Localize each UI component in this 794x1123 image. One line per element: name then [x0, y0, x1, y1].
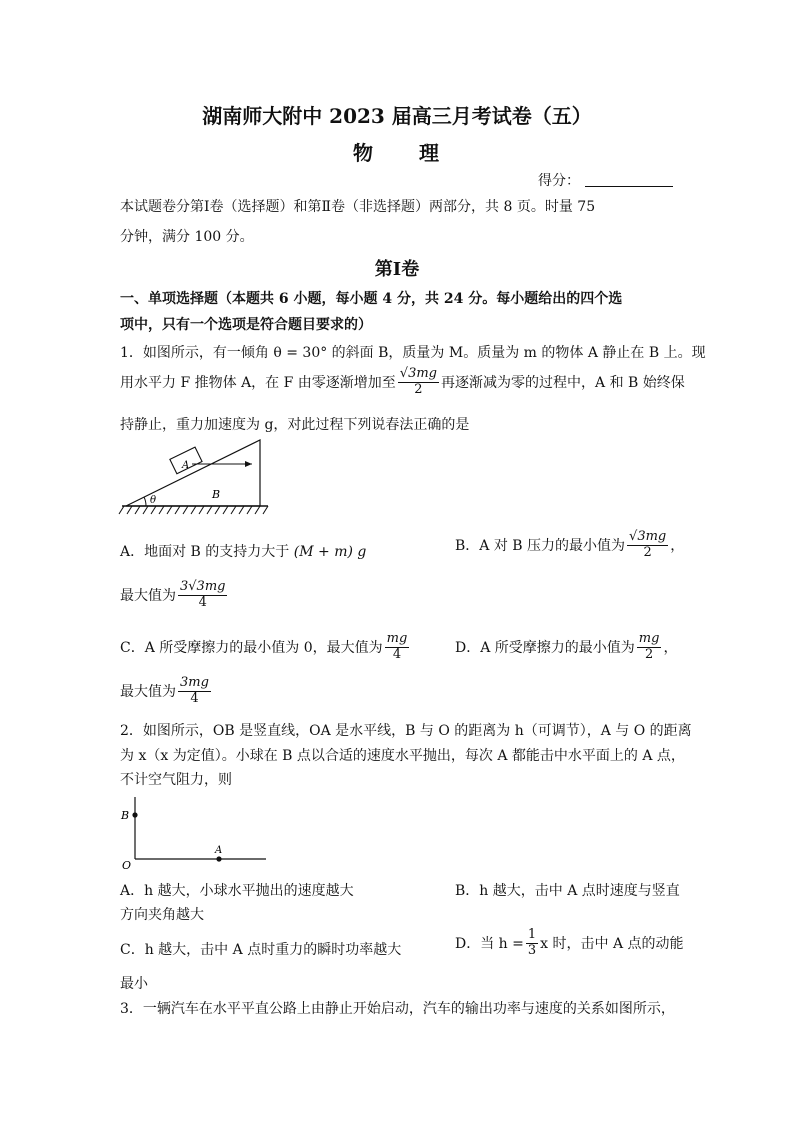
q1-incline-figure: [118, 436, 274, 520]
q2-option-d-numerator: 1: [527, 927, 537, 942]
q1-option-a: [120, 541, 366, 561]
q1-fraction-denominator: 2: [414, 381, 423, 397]
q1-option-d-max-label: 最大值为: [120, 684, 176, 701]
q1-option-a-expr: (M + m) g: [293, 544, 367, 560]
q1-option-a-text: A．地面对 B 的支持力大于: [120, 544, 290, 560]
score-blank-line: [585, 186, 673, 187]
q1-line-2-end: 再逐渐减为零的过程中，A 和 B 始终保: [441, 375, 685, 392]
subject-title: 物 理: [353, 141, 441, 165]
q2-option-d-fraction: [526, 928, 538, 959]
q2-fig-label-B: B: [121, 809, 130, 822]
q2-option-b-line-2: 方向夹角越大: [120, 907, 204, 923]
q1-option-c-denominator: 4: [392, 646, 402, 662]
q1-option-b-line-2: [120, 580, 229, 611]
q2-fig-label-O: O: [122, 859, 132, 869]
intro-line-2: 分钟，满分 100 分。: [120, 229, 254, 245]
q1-option-d-denominator: 2: [644, 646, 654, 662]
q1-fraction: [398, 367, 439, 398]
q1-option-c-fraction: [385, 632, 410, 663]
q2-line-2: 为 x（x 为定值）。小球在 B 点以合适的速度水平抛出，每次 A 都能击中水平面上的 A 点，: [120, 748, 685, 764]
q1-option-c-text: C．A 所受摩擦力的最小值为 0，最大值为: [120, 640, 383, 657]
q1-option-d-fraction: [637, 632, 662, 663]
q2-option-d-line-2: 最小: [120, 976, 148, 992]
q2-option-b: B．h 越大，击中 A 点时速度与竖直: [455, 883, 680, 899]
q1-option-c-numerator: mg: [386, 631, 408, 646]
q1-option-d-numerator: mg: [638, 631, 660, 646]
q2-projectile-figure: [116, 793, 272, 869]
q1-option-b-comma: ，: [670, 538, 685, 555]
q1-line-2: [120, 367, 685, 398]
q1-option-d-max-fraction: [178, 676, 211, 707]
q2-option-d: [455, 928, 684, 959]
section-heading-line-1: 一、单项选择题（本题共 6 小题，每小题 4 分，共 24 分。每小题给出的四个选: [120, 291, 623, 307]
volume-title: 第Ⅰ卷: [374, 259, 420, 280]
q1-line-3: 持静止，重力加速度为 g，对此过程下列说春法正确的是: [120, 417, 470, 433]
q2-option-d-start: D．当 h =: [455, 936, 524, 953]
q1-option-b-max-denominator: 4: [198, 594, 207, 610]
q1-option-d-comma: ，: [663, 640, 678, 657]
q1-option-d-max-denominator: 4: [190, 690, 199, 706]
q1-option-b-max-numerator: 3√3mg: [180, 579, 226, 594]
paper-title: 湖南师大附中 2023 届高三月考试卷（五）: [202, 104, 592, 128]
score-label: 得分：: [538, 173, 580, 189]
q2-line-1: 2．如图所示，OB 是竖直线，OA 是水平线，B 与 O 的距离为 h（可调节），A 与 O 的距离: [120, 723, 692, 739]
q1-option-b-denominator: 2: [643, 544, 652, 560]
q1-line-2-start: 用水平力 F 推物体 A，在 F 由零逐渐增加至: [120, 375, 396, 392]
q1-option-b: [455, 530, 684, 561]
q1-fraction-numerator: √3mg: [399, 366, 438, 381]
q1-fig-label-B: B: [212, 488, 221, 501]
q1-line-1: 1．如图所示，有一倾角 θ = 30° 的斜面 B，质量为 M。质量为 m 的物体 A 静止在 B 上。现: [120, 345, 706, 361]
q1-option-b-fraction: [627, 530, 668, 561]
q1-option-d-max-numerator: 3mg: [180, 675, 209, 690]
q1-option-b-max-fraction: [178, 580, 227, 611]
q2-option-c: C．h 越大，击中 A 点时重力的瞬时功率越大: [120, 942, 402, 958]
q1-option-d: [455, 632, 677, 663]
q1-fig-label-A: A: [182, 460, 190, 471]
q2-option-d-denominator: 3: [527, 942, 537, 958]
section-heading-line-2: 项中，只有一个选项是符合题目要求的）: [120, 317, 372, 333]
q2-option-d-end: x 时，击中 A 点的动能: [540, 936, 684, 953]
q1-option-b-max-label: 最大值为: [120, 588, 176, 605]
q2-line-3: 不计空气阻力，则: [120, 772, 232, 788]
q2-option-a: A．h 越大，小球水平抛出的速度越大: [120, 883, 354, 899]
q2-fig-label-A: A: [215, 845, 223, 856]
q1-option-d-line-2: [120, 676, 213, 707]
q1-option-d-text: D．A 所受摩擦力的最小值为: [455, 640, 635, 657]
intro-line-1: 本试题卷分第Ⅰ卷（选择题）和第Ⅱ卷（非选择题）两部分，共 8 页。时量 75: [120, 199, 596, 215]
q1-fig-label-theta: θ: [150, 495, 157, 506]
q1-option-b-numerator: √3mg: [629, 529, 667, 544]
q3-line-1: 3．一辆汽车在水平平直公路上由静止开始启动，汽车的输出功率与速度的关系如图所示，: [120, 1001, 675, 1017]
q1-option-c: [120, 632, 411, 663]
q1-option-b-text: B．A 对 B 压力的最小值为: [455, 538, 626, 555]
